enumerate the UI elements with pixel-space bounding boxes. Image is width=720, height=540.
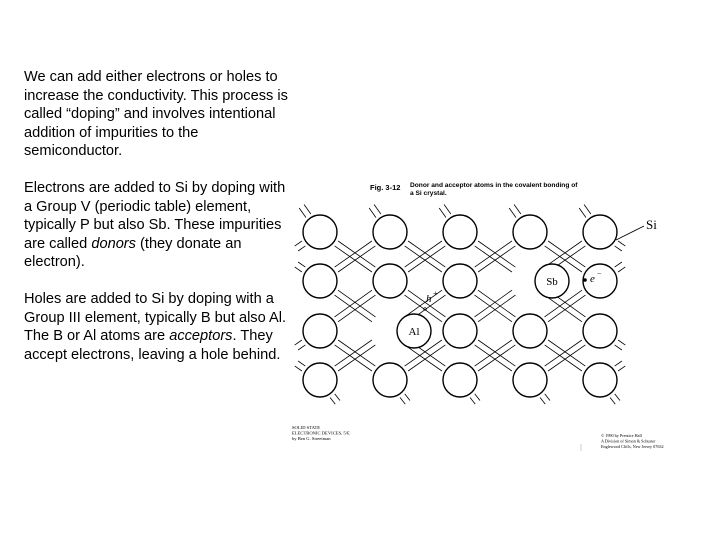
bond-line <box>405 241 442 267</box>
si-atom <box>373 363 407 397</box>
bond-line <box>548 340 585 366</box>
bond-line <box>548 345 585 371</box>
bond-line <box>478 241 515 267</box>
bond-line <box>335 340 372 366</box>
bond-line <box>298 262 305 267</box>
bond-line <box>335 246 372 272</box>
bond-line <box>335 394 340 401</box>
bond-line <box>478 345 515 371</box>
figure-caption-text: Donor and acceptor atoms in the covalent bonding of a Si crystal. <box>410 182 578 197</box>
bond-line <box>545 241 582 267</box>
si-atom <box>443 264 477 298</box>
bond-line <box>579 208 586 217</box>
bond-line <box>615 361 622 366</box>
bond-line <box>338 345 375 371</box>
bond-line <box>610 398 615 405</box>
bond-line <box>408 246 445 272</box>
bond-line <box>338 241 375 267</box>
paragraph-text-part: acceptors <box>169 328 233 345</box>
bond-line <box>335 295 372 322</box>
bond-line <box>338 290 375 317</box>
source-credit-line: SOLID STATE <box>292 425 321 430</box>
crystal-lattice-figure <box>288 172 680 464</box>
bond-line <box>584 205 591 214</box>
bond-line <box>475 295 512 322</box>
electron-superscript: − <box>597 269 602 278</box>
si-atom <box>513 314 547 348</box>
paragraph-text-part: donors <box>91 235 136 252</box>
bond-line <box>615 345 622 350</box>
bond-line <box>298 246 305 251</box>
bond-line <box>509 208 516 217</box>
bond-line <box>478 290 515 317</box>
source-credit-left <box>292 425 350 441</box>
bond-line <box>545 394 550 401</box>
bond-line <box>615 262 622 267</box>
bond-line <box>545 295 582 322</box>
source-credit-line: © 1990 by Prentice Hall <box>601 433 642 438</box>
bond-line <box>338 340 375 366</box>
source-credit-line: ELECTRONIC DEVICES, 5/E <box>292 430 350 436</box>
paragraph-text-part: Holes are added to Si by doping with a Group III element, typically B but also Al. The B or Al atoms are <box>24 290 287 345</box>
paragraph-acceptors <box>24 290 292 364</box>
si-atom <box>583 215 617 249</box>
si-atom <box>513 215 547 249</box>
si-atom <box>443 215 477 249</box>
bond-line <box>470 398 475 405</box>
bond-line <box>618 366 625 371</box>
bond-line <box>335 345 372 371</box>
bond-line <box>408 241 445 267</box>
si-atom <box>303 314 337 348</box>
source-credit-line: A Division of Simon & Schuster <box>601 438 656 444</box>
electron-label: e <box>590 273 595 285</box>
si-atom <box>303 215 337 249</box>
si-atom <box>373 264 407 298</box>
bond-line <box>548 295 585 322</box>
bond-line <box>408 345 445 371</box>
free-electron-dot <box>583 278 587 282</box>
bond-line <box>298 361 305 366</box>
bond-line <box>295 267 302 272</box>
si-atom <box>583 314 617 348</box>
hole-label: h <box>426 293 432 305</box>
hole-superscript: + <box>433 289 438 298</box>
bond-line <box>338 246 375 272</box>
bond-line <box>615 394 620 401</box>
si-atom <box>513 363 547 397</box>
bond-line <box>295 241 302 246</box>
bond-line <box>400 398 405 405</box>
al-label: Al <box>408 326 420 338</box>
si-atom <box>373 215 407 249</box>
source-credit-right <box>601 433 664 450</box>
si-label: Si <box>646 217 657 232</box>
bond-line <box>405 394 410 401</box>
si-atom <box>303 363 337 397</box>
bond-line <box>615 246 622 251</box>
bond-line <box>475 246 512 272</box>
si-atom <box>443 314 477 348</box>
bond-line <box>295 340 302 345</box>
bond-line <box>439 208 446 217</box>
source-credit-line: by Ben G. Streetman <box>292 436 331 442</box>
bond-line <box>335 241 372 267</box>
bond-line <box>618 241 625 246</box>
bond-line <box>405 345 442 371</box>
sb-label: Sb <box>546 276 558 288</box>
bond-line <box>475 290 512 317</box>
bond-line <box>475 345 512 371</box>
text-column <box>24 68 292 382</box>
bond-line <box>475 340 512 366</box>
paragraph-text-part: Electrons are added to Si by doping with a Group V (periodic table) element, typically P but also Sb. These impurities are called <box>24 179 286 252</box>
bond-line <box>618 267 625 272</box>
bond-line <box>374 205 381 214</box>
si-atom <box>583 363 617 397</box>
si-atom <box>443 363 477 397</box>
bond-line <box>540 398 545 405</box>
figure-caption-number: Fig. 3-12 <box>370 183 401 192</box>
source-credit-line: Englewood Cliffs, New Jersey 07632 <box>601 444 664 450</box>
bond-line <box>330 398 335 405</box>
bond-line <box>338 295 375 322</box>
bond-line <box>618 340 625 345</box>
paragraph-text-part: (they donate an electron). <box>24 235 242 271</box>
bond-line <box>295 366 302 371</box>
bond-line <box>405 246 442 272</box>
paragraph-text-part: We can add either electrons or holes to increase the conductivity. This process is called “doping” and involves intentional addition of impurities to the semiconductor. <box>24 69 288 160</box>
bond-line <box>478 246 515 272</box>
bond-line <box>369 208 376 217</box>
si-pointer-line <box>616 226 644 240</box>
bond-line <box>475 394 480 401</box>
bond-line <box>548 241 585 267</box>
paragraph-text-part: . They accept electrons, leaving a hole behind. <box>24 328 281 363</box>
bond-line <box>299 208 306 217</box>
bond-line <box>478 295 515 322</box>
paragraph-donors <box>24 179 292 272</box>
bond-line <box>545 340 582 366</box>
bond-line <box>304 205 311 214</box>
si-atom <box>303 264 337 298</box>
bond-line <box>478 340 515 366</box>
paragraph-doping-intro <box>24 68 292 161</box>
bond-line <box>298 345 305 350</box>
bond-line <box>475 241 512 267</box>
bond-line <box>335 290 372 317</box>
bond-line <box>545 345 582 371</box>
